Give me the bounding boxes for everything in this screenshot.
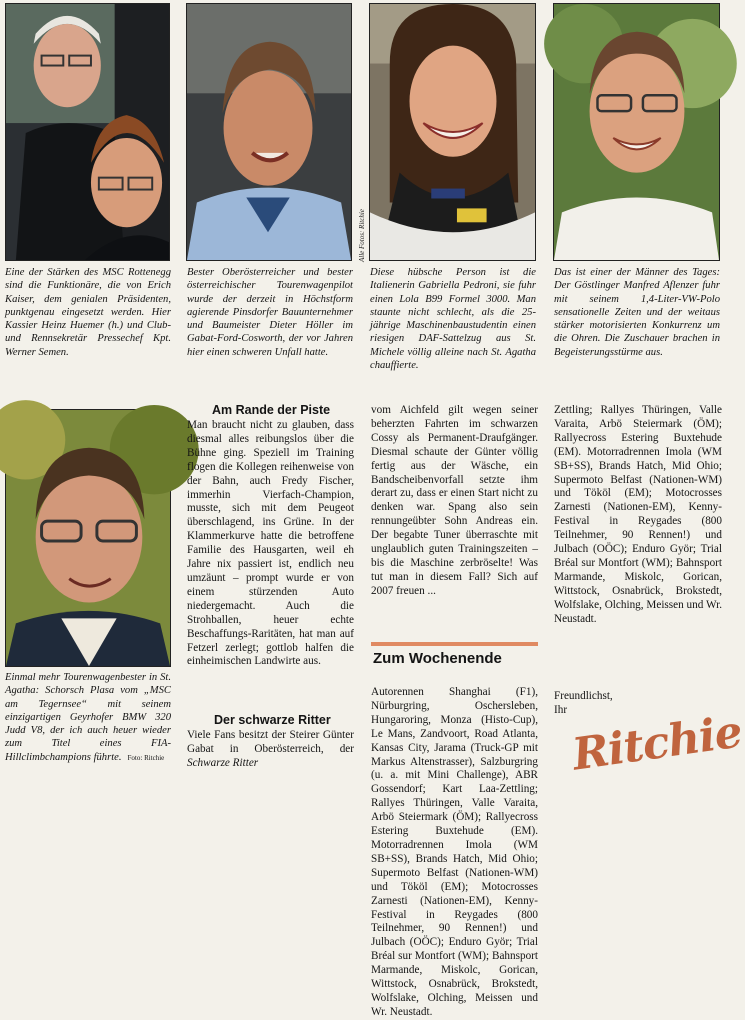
article-der-schwarze-ritter-part2: vom Aichfeld gilt wegen seiner beherzten Fahrten im schwarzen Cossy als Permanent-Draufgänger. Diesmal schaute der Günter völlig fertig aus der Wäsche, ein Bandscheibenvorfall setzte ihm derart zu, dass er einen Start nicht zu denken war. Spang also sein rennungeübter Sohn Andreas ein. Der begabte Tuner überraschte mit unglaublich guten Trainingszeiten – bis die Maschine zerbröselte! Was tut man in diesem Fall? Sich auf 2007 freuen ... xyxy=(371,404,538,597)
heading-accent-rule xyxy=(371,642,538,646)
photo-schorsch-plasa xyxy=(5,409,171,667)
article-zum-wochenende-continued: Zettling; Rallyes Thüringen, Valle Varaita, Arbö Steiermark (ÖM); Rallyecross Estering Buxtehude (EM). Motorradrennen Imola (WM SB+SS), Brands Hatch, Mid Ohio; Supermoto Belfast (Nationen-WM) und Tököl (EM); Motocrosses Zarnesti (Nationen-EM), Kenny-Festival in Reygades (800 Teilnehmer, 90 Rennen!) und Julbach (OÖC); Enduro Györ; Trial Bréal sur Montfort (WM); Bahnsport Marmande, Miskolc, Gorican, Wittstock, Osnabrück, Brokstedt, Wolfslake, Olching, Meissen und Wr. Neustadt. xyxy=(554,404,722,625)
caption-schorsch-plasa xyxy=(5,671,171,765)
closing-line-2: Ihr xyxy=(554,703,568,716)
photo-credit-small: Foto: Ritchie xyxy=(127,753,165,762)
caption-gabriella-pedroni: Diese hübsche Person ist die Italienerin Gabriella Pedroni, sie fuhr einen Lola B99 Formel 3000. Man staunte nicht schlecht, als die 25-jährige Maschinenbaustudentin einen riesigen DAF-Sattelzug aus St. Michele völlig alleine nach St. Agatha chauffierte. xyxy=(370,267,536,372)
photo-erich-kaiser-heinz-huemer xyxy=(5,3,170,261)
heading-zum-wochenende: Zum Wochenende xyxy=(373,650,502,667)
photo-manfred-aflenzer xyxy=(553,3,720,261)
caption-msc-rottenegg: Eine der Stärken des MSC Rottenegg sind die Funktionäre, die von Erich Kaiser, dem genialen Präsidenten, punktgenau eingesetzt werden. Hier Kassier Heinz Huemer (h.) und Club- und Rennsekretär Pressechef Kpt. Werner Semen. xyxy=(5,267,171,358)
photo-credit-vertical: Alle Fotos: Ritchie xyxy=(358,209,366,262)
caption-schorsch-plasa-text: Einmal mehr Tourenwagenbester in St. Agatha: Schorsch Plasa vom „MSC am Tegernsee“ mit seinem einzigartigen Geyrhofer BMW 320 Judd V8, der ich auch heuer wieder zum Titel eines FIA-Hillclimbchampions führte. xyxy=(5,672,171,763)
caption-manfred-aflenzer: Das ist einer der Männer des Tages: Der Göstlinger Manfred Aflenzer fuhr mit seinem 1,4-Liter-VW-Polo sensationelle Zeiten und der weitaus stärker motorisierten Konkurrenz um die Ohren. Die Zuschauer brachen in Begeisterungsstürme aus. xyxy=(554,267,720,358)
photo-dieter-hoeller xyxy=(186,3,352,261)
ritchie-signature: Ritchie xyxy=(569,706,745,781)
ritter-text-start: Viele Fans besitzt der Steirer Günter Gabat in Oberösterreich, der xyxy=(187,729,354,755)
article-am-rande-der-piste: Man braucht nicht zu glauben, dass diesmal alles reibungslos über die Bühne ging. Speziell im Training flogen die Kollegen reihenweise von der Bahn, auch Fredy Fischer, immerhin Vierfach-Champion, musste, sich mit dem Peugeot überschlagend, ins Grüne. In der Klammerkurve hatte die betroffene Familie des Hausgarten, weil eh Jahre nix passiert ist, endlich neu umzäunt – prompt wurde er von einem stürzenden Auto niedergemacht. Auch die Strohballen, heuer echte Beschaffungs-Raritäten, hat man auf Fetzerl zerlegt; gottlob halfen die einheimischen Landwirte aus. xyxy=(187,419,354,668)
caption-dieter-hoeller: Bester Oberösterreicher und bester österreichischer Tourenwagenpilot wurde der derzeit in Höchstform agierende Pinsdorfer Bauunternehmer und Baumeister Dieter Höller im Gabat-Ford-Cosworth, der vor Jahren hier einen schweren Unfall hatte. xyxy=(187,267,353,358)
ritter-text-em: Schwarze Ritter xyxy=(187,756,259,769)
photo-gabriella-pedroni xyxy=(369,3,536,261)
heading-am-rande-der-piste: Am Rande der Piste xyxy=(212,403,331,417)
heading-der-schwarze-ritter: Der schwarze Ritter xyxy=(214,713,331,727)
article-zum-wochenende: Autorennen Shanghai (F1), Nürburgring, Oschersleben, Hungaroring, Monza (Histo-Cup), Le Mans, Zandvoort, Road Atlanta, Kansas City, Jarama (Truck-GP mit Markus Altenstrasser), Salzburgring (u. a. mit Mini Challenge), ABR Gossendorf; Kart Laa-Zettling; Rallyes Thüringen, Valle Varaita, Arbö Steiermark (ÖM); Rallyecross Estering Buxtehude (EM). Motorradrennen Imola (WM SB+SS), Brands Hatch, Mid Ohio; Supermoto Belfast (Nationen-WM) und Tököl (EM); Motocrosses Zarnesti (Nationen-EM), Kenny-Festival in Reygades (800 Teilnehmer, 90 Rennen!) und Julbach (OÖC); Enduro Györ; Trial Bréal sur Montfort (WM); Bahnsport Marmande, Miskolc, Gorican, Wittstock, Osnabrück, Brokstedt, Wolfslake, Olching, Meissen und Wr. Neustadt. xyxy=(371,686,538,1018)
closing-line-1: Freundlichst, xyxy=(554,690,613,702)
article-der-schwarze-ritter-part1 xyxy=(187,729,354,771)
